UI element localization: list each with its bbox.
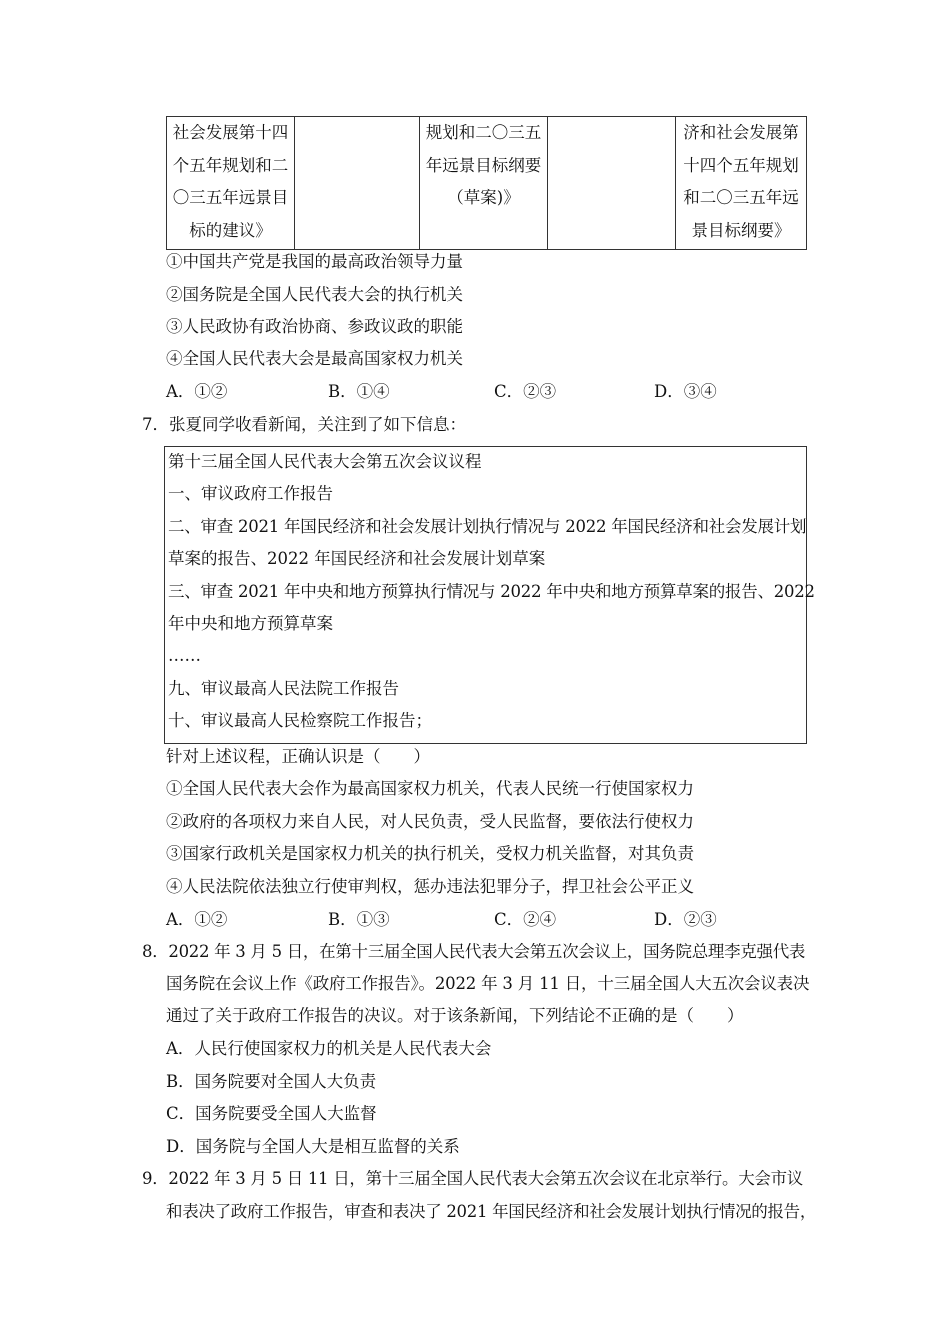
q9-stem-line-2: 和表决了政府工作报告，审查和表决了 2021 年国民经济和社会发展计划执行情况的报告， [166,1202,817,1221]
agenda-item: 九、审议最高人民法院工作报告 [168,679,399,698]
q8-option-a: A．人民行使国家权力的机关是人民代表大会 [166,1039,492,1058]
agenda-item: 年中央和地方预算草案 [168,614,333,633]
q6-statement-4: ④全国人民代表大会是最高国家权力机关 [166,349,463,368]
table-cell: 规划和二〇三五 年远景目标纲要 （草案)》 [420,117,548,250]
q6-option-c: C．②③ [494,382,557,401]
table-cell: 社会发展第十四 个五年规划和二 〇三五年远景目 标的建议》 [167,117,295,250]
q7-stem: 7．张夏同学收看新闻，关注到了如下信息： [142,415,466,434]
agenda-box [164,446,815,744]
q7-option-a: A．①② [166,910,228,929]
q7-statement-2: ②政府的各项权力来自人民，对人民负责，受人民监督，要依法行使权力 [166,812,694,831]
q7-statement-1: ①全国人民代表大会作为最高国家权力机关，代表人民统一行使国家权力 [166,779,694,798]
q6-option-b: B．①④ [328,382,390,401]
q7-option-d: D．②③ [654,910,717,929]
q7-option-c: C．②④ [494,910,557,929]
agenda-ellipsis: …… [168,646,201,665]
q8-stem-line-1: 8．2022 年 3 月 5 日，在第十三届全国人民代表大会第五次会议上，国务院总理李克强代表 [142,942,806,961]
q8-stem-line-2: 国务院在会议上作《政府工作报告》。2022 年 3 月 11 日，十三届全国人大五次会议表决 [166,974,810,993]
table-cell [295,117,420,250]
q8-option-b: B．国务院要对全国人大负责 [166,1072,377,1091]
q8-option-d: D．国务院与全国人大是相互监督的关系 [166,1137,460,1156]
q6-statement-2: ②国务院是全国人民代表大会的执行机关 [166,285,463,304]
plan-table [166,116,807,250]
q6-option-d: D．③④ [654,382,717,401]
table-row [167,117,807,250]
agenda-title: 第十三届全国人民代表大会第五次会议议程 [168,452,482,471]
q8-stem-line-3: 通过了关于政府工作报告的决议。对于该条新闻，下列结论不正确的是（ ） [166,1006,744,1025]
q6-statement-3: ③人民政协有政治协商、参政议政的职能 [166,317,463,336]
q9-stem-line-1: 9．2022 年 3 月 5 日 11 日，第十三届全国人民代表大会第五次会议在北京举行。大会市议 [142,1169,803,1188]
q6-option-a: A．①② [166,382,228,401]
q7-question: 针对上述议程，正确认识是（ ） [166,747,430,766]
agenda-item: 三、审查 2021 年中央和地方预算执行情况与 2022 年中央和地方预算草案的报告、2022 [168,582,815,601]
table-cell: 济和社会发展第 十四个五年规划 和二〇三五年远 景目标纲要》 [676,117,807,250]
q7-statement-3: ③国家行政机关是国家权力机关的执行机关，受权力机关监督，对其负责 [166,844,694,863]
agenda-item: 草案的报告、2022 年国民经济和社会发展计划草案 [168,549,546,568]
q8-option-c: C．国务院要受全国人大监督 [166,1104,377,1123]
agenda-item: 十、审议最高人民检察院工作报告； [168,711,432,730]
agenda-item: 二、审查 2021 年国民经济和社会发展计划执行情况与 2022 年国民经济和社会发展计划 [168,517,807,536]
table-cell [548,117,676,250]
q7-option-b: B．①③ [328,910,390,929]
q7-statement-4: ④人民法院依法独立行使审判权，惩办违法犯罪分子，捍卫社会公平正义 [166,877,694,896]
q6-statement-1: ①中国共产党是我国的最高政治领导力量 [166,252,463,271]
agenda-item: 一、审议政府工作报告 [168,484,333,503]
